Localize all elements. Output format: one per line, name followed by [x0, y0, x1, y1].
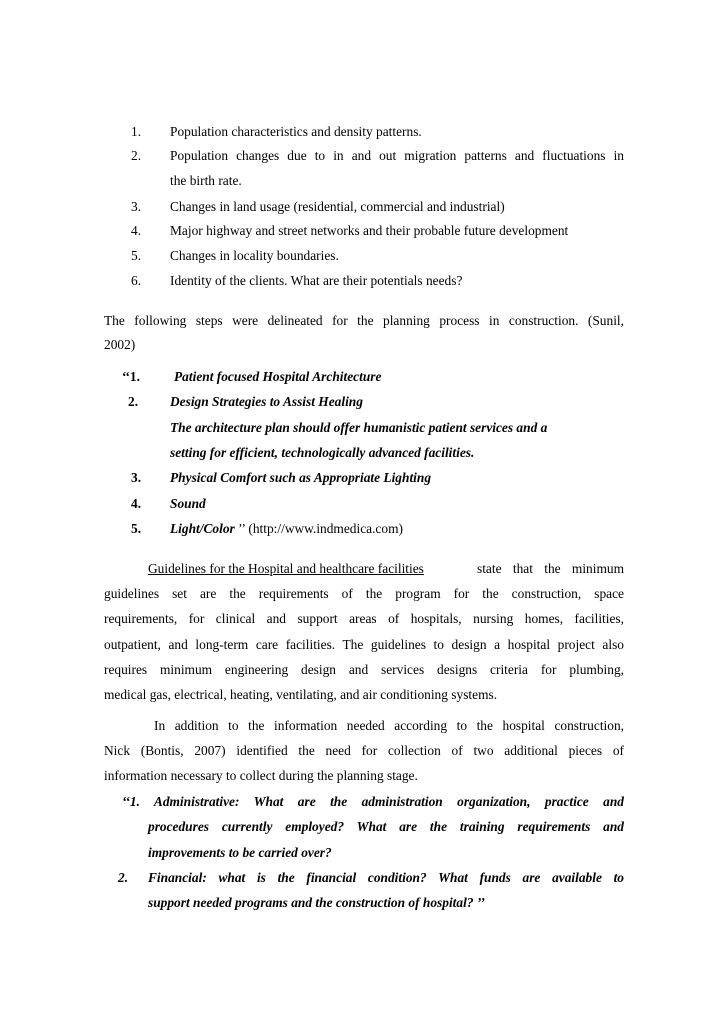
list-item-number: 5.: [131, 248, 142, 263]
paragraph-line: state that the minimum: [477, 561, 624, 576]
list-item-number: 2.: [128, 394, 139, 409]
paragraph-line: The following steps were delineated for the planning process in construction. (Sunil,: [104, 313, 624, 328]
list-item-text-continued: the birth rate.: [170, 173, 242, 188]
list-item-number: 4.: [131, 223, 142, 238]
list-item-subtext: The architecture plan should offer humanistic patient services and a: [170, 420, 548, 435]
list-item-subtext: setting for efficient, technologically advanced facilities.: [170, 445, 475, 460]
list-item-text: Population changes due to in and out migration patterns and fluctuations in: [170, 148, 624, 163]
paragraph-line: information necessary to collect during the planning stage.: [104, 768, 418, 783]
list-item-number: 4.: [131, 496, 142, 511]
list-item-number: 3.: [131, 199, 142, 214]
list-item-text-continued: procedures currently employed? What are the training requirements and: [148, 819, 624, 834]
list-item-text-continued: improvements to be carried over?: [148, 845, 332, 860]
paragraph-line: outpatient, and long-term care facilities. The guidelines to design a hospital project also: [104, 637, 624, 652]
paragraph-line: 2002): [104, 337, 136, 352]
list-item-emphasis: Light/Color: [170, 521, 235, 536]
list-item-text: Design Strategies to Assist Healing: [170, 394, 363, 409]
list-item-text: Major highway and street networks and their probable future development: [170, 223, 569, 238]
list-item-number: ‘‘1.: [122, 369, 140, 384]
list-item-number: 1.: [131, 124, 142, 139]
paragraph-line: In addition to the information needed according to the hospital construction,: [154, 718, 624, 733]
list-item-text: ‘‘1. Administrative: What are the administration organization, practice and: [122, 794, 624, 809]
list-item-text: Population characteristics and density patterns.: [170, 124, 422, 139]
guidelines-link[interactable]: Guidelines for the Hospital and healthcare facilities: [148, 561, 424, 576]
list-item-number: 5.: [131, 521, 142, 536]
list-item-text: Financial: what is the financial condition? What funds are available to: [148, 870, 624, 885]
list-item-text: Physical Comfort such as Appropriate Lighting: [170, 470, 432, 485]
list-item-number: 2.: [131, 148, 142, 163]
list-item-text: [170, 521, 403, 537]
paragraph-line: medical gas, electrical, heating, ventilating, and air conditioning systems.: [104, 687, 498, 702]
list-item-text-continued: support needed programs and the construction of hospital? ’’: [148, 895, 485, 910]
list-item-number: 6.: [131, 273, 142, 288]
list-item-text: Changes in locality boundaries.: [170, 248, 339, 263]
list-item-text: Changes in land usage (residential, commercial and industrial): [170, 199, 505, 214]
list-item-text: Patient focused Hospital Architecture: [174, 369, 382, 384]
list-item-number: 3.: [131, 470, 142, 485]
paragraph-line: requirements, for clinical and support areas of hospitals, nursing homes, facilities,: [104, 611, 624, 626]
list-item-text: Identity of the clients. What are their potentials needs?: [170, 273, 463, 288]
list-item-citation: ’’ (http://www.indmedica.com): [234, 521, 403, 536]
list-item-number: 2.: [118, 870, 129, 885]
paragraph-line: Nick (Bontis, 2007) identified the need for collection of two additional pieces of: [104, 743, 624, 758]
list-item-text: Sound: [170, 496, 206, 511]
paragraph-line: requires minimum engineering design and services designs criteria for plumbing,: [104, 662, 624, 677]
paragraph-line: guidelines set are the requirements of the program for the construction, space: [104, 586, 624, 601]
